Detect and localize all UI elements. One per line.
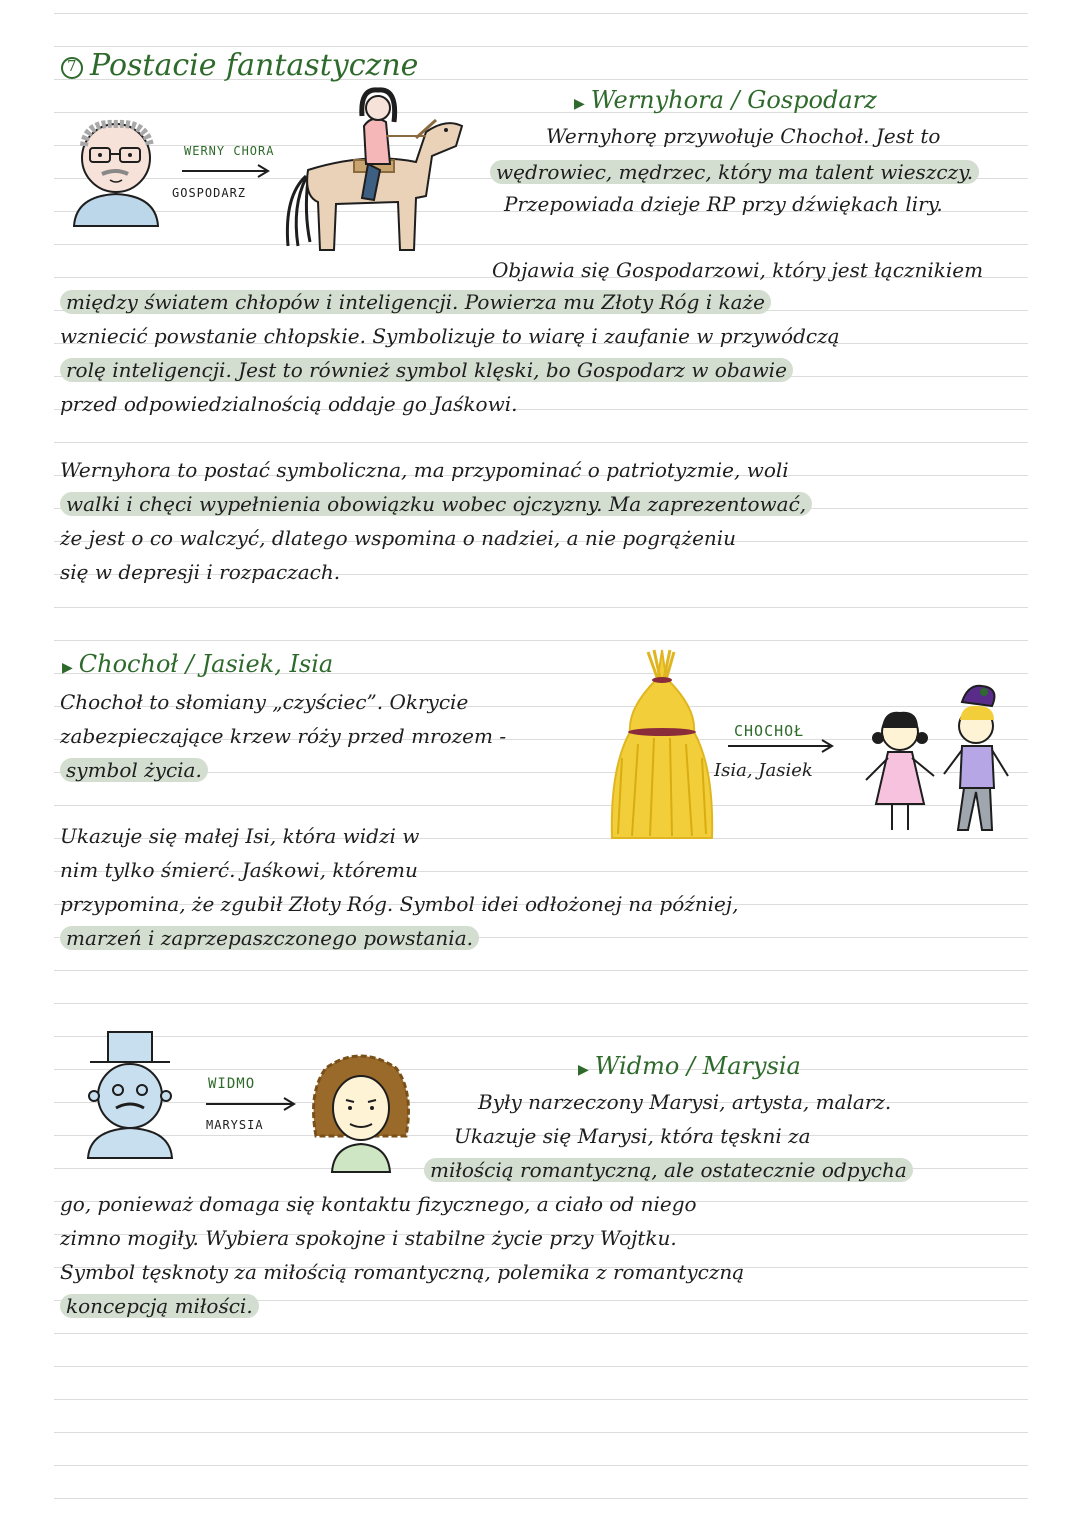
- text-line: [60, 490, 812, 518]
- chochol-drawing: [608, 648, 716, 848]
- text-line: [60, 1224, 677, 1252]
- s1-title-text: Wernyhora / Gospodarz: [590, 86, 877, 114]
- text: Wernyhora to postać symboliczna, ma przypominać o patriotyzmie, woli: [60, 458, 789, 482]
- section-title-wernyhora: [574, 86, 877, 114]
- label-gospodarz: GOSPODARZ: [172, 186, 247, 200]
- text-line: [60, 524, 736, 552]
- highlight-text: koncepcją miłości.: [60, 1294, 259, 1318]
- text-line: [60, 390, 517, 418]
- text: przypomina, że zgubił Złoty Róg. Symbol idei odłożonej na później,: [60, 892, 739, 916]
- text-line: [60, 558, 340, 586]
- text: Były narzeczony Marysi, artysta, malarz.: [478, 1090, 892, 1114]
- text-line: [60, 1190, 697, 1218]
- arrow-right-icon: [180, 163, 272, 179]
- text: zimno mogiły. Wybiera spokojne i stabilne życie przy Wojtku.: [60, 1226, 677, 1250]
- text-line: [60, 822, 419, 850]
- widmo-drawing: [80, 1030, 180, 1160]
- text: wzniecić powstanie chłopskie. Symbolizuje to wiarę i zaufanie w przywódczą: [60, 324, 840, 348]
- text: Objawia się Gospodarzowi, który jest łącznikiem: [492, 258, 984, 282]
- highlight-text: symbol życia.: [60, 758, 208, 782]
- text-line: [478, 1088, 891, 1116]
- text-line: [454, 1122, 811, 1150]
- text: go, ponieważ domaga się kontaktu fizycznego, a ciało od niego: [60, 1192, 697, 1216]
- text: Symbol tęsknoty za miłością romantyczną, polemika z romantyczną: [60, 1260, 745, 1284]
- text-line: [60, 924, 479, 952]
- text-line: [490, 158, 979, 186]
- text: Chochoł to słomiany „czyściec”. Okrycie: [60, 690, 469, 714]
- text: nim tylko śmierć. Jaśkowi, któremu: [60, 858, 418, 882]
- text-line: [60, 1258, 744, 1286]
- children-drawing: [858, 680, 1018, 840]
- text-line: [60, 356, 793, 384]
- text-line: [60, 890, 738, 918]
- label-marysia: MARYSIA: [206, 1118, 264, 1132]
- text-line: [492, 256, 983, 284]
- arrow-right-icon: [204, 1096, 298, 1112]
- text: Ukazuje się Marysi, która tęskni za: [454, 1124, 811, 1148]
- text: przed odpowiedzialnością oddaje go Jaśkowi.: [60, 392, 518, 416]
- text-line: [60, 456, 789, 484]
- s3-title-text: Widmo / Marysia: [594, 1052, 801, 1080]
- text-line: [424, 1156, 913, 1184]
- text-line: [60, 756, 208, 784]
- label-wernyhora: WERNY CHORA: [184, 144, 275, 158]
- text-line: [60, 1292, 259, 1320]
- text: się w depresji i rozpaczach.: [60, 560, 341, 584]
- highlight-text: między światem chłopów i inteligencji. Powierza mu Złoty Róg i każe: [60, 290, 771, 314]
- text-line: [60, 856, 418, 884]
- label-isia-jasiek: Isia, Jasiek: [714, 760, 813, 781]
- arrow-right-icon: [726, 738, 836, 754]
- page-title: Postacie fantastyczne: [90, 48, 419, 83]
- text: Ukazuje się małej Isi, która widzi w: [60, 824, 420, 848]
- text-line: [60, 322, 840, 350]
- bullet-triangle-icon: ▶: [62, 660, 73, 676]
- marysia-drawing: [306, 1052, 416, 1174]
- label-widmo: WIDMO: [208, 1076, 256, 1092]
- left-margin: [0, 0, 54, 1527]
- heading-number: 7: [67, 57, 77, 75]
- horse-rider-drawing: [276, 86, 471, 256]
- highlight-text: wędrowiec, mędrzec, który ma talent wieszczy.: [490, 160, 979, 184]
- text-line: [60, 288, 771, 316]
- text: że jest o co walczyć, dlatego wspomina o nadziei, a nie pogrążeniu: [60, 526, 737, 550]
- s2-title-text: Chochoł / Jasiek, Isia: [78, 650, 334, 678]
- section-title-chochol: [62, 650, 333, 678]
- bullet-triangle-icon: ▶: [578, 1062, 589, 1078]
- label-chochol: CHOCHOŁ: [734, 722, 805, 740]
- right-margin: [1028, 0, 1080, 1527]
- highlight-text: rolę inteligencji. Jest to również symbol klęski, bo Gospodarz w obawie: [60, 358, 793, 382]
- text: zabezpieczające krzew róży przed mrozem -: [60, 724, 507, 748]
- text: Wernyhorę przywołuje Chochoł. Jest to: [546, 124, 941, 148]
- wernyhora-drawing: [66, 118, 166, 228]
- text-line: [60, 688, 468, 716]
- text-line: [546, 122, 940, 150]
- text: Przepowiada dzieje RP przy dźwiękach liry.: [504, 192, 943, 216]
- text-line: [60, 722, 506, 750]
- bullet-triangle-icon: ▶: [574, 96, 585, 112]
- text-line: [504, 190, 943, 218]
- highlight-text: walki i chęci wypełnienia obowiązku wobec ojczyzny. Ma zaprezentować,: [60, 492, 812, 516]
- highlight-text: marzeń i zaprzepaszczonego powstania.: [60, 926, 479, 950]
- section-title-widmo: [578, 1052, 801, 1080]
- highlight-text: miłością romantyczną, ale ostatecznie odpycha: [424, 1158, 913, 1182]
